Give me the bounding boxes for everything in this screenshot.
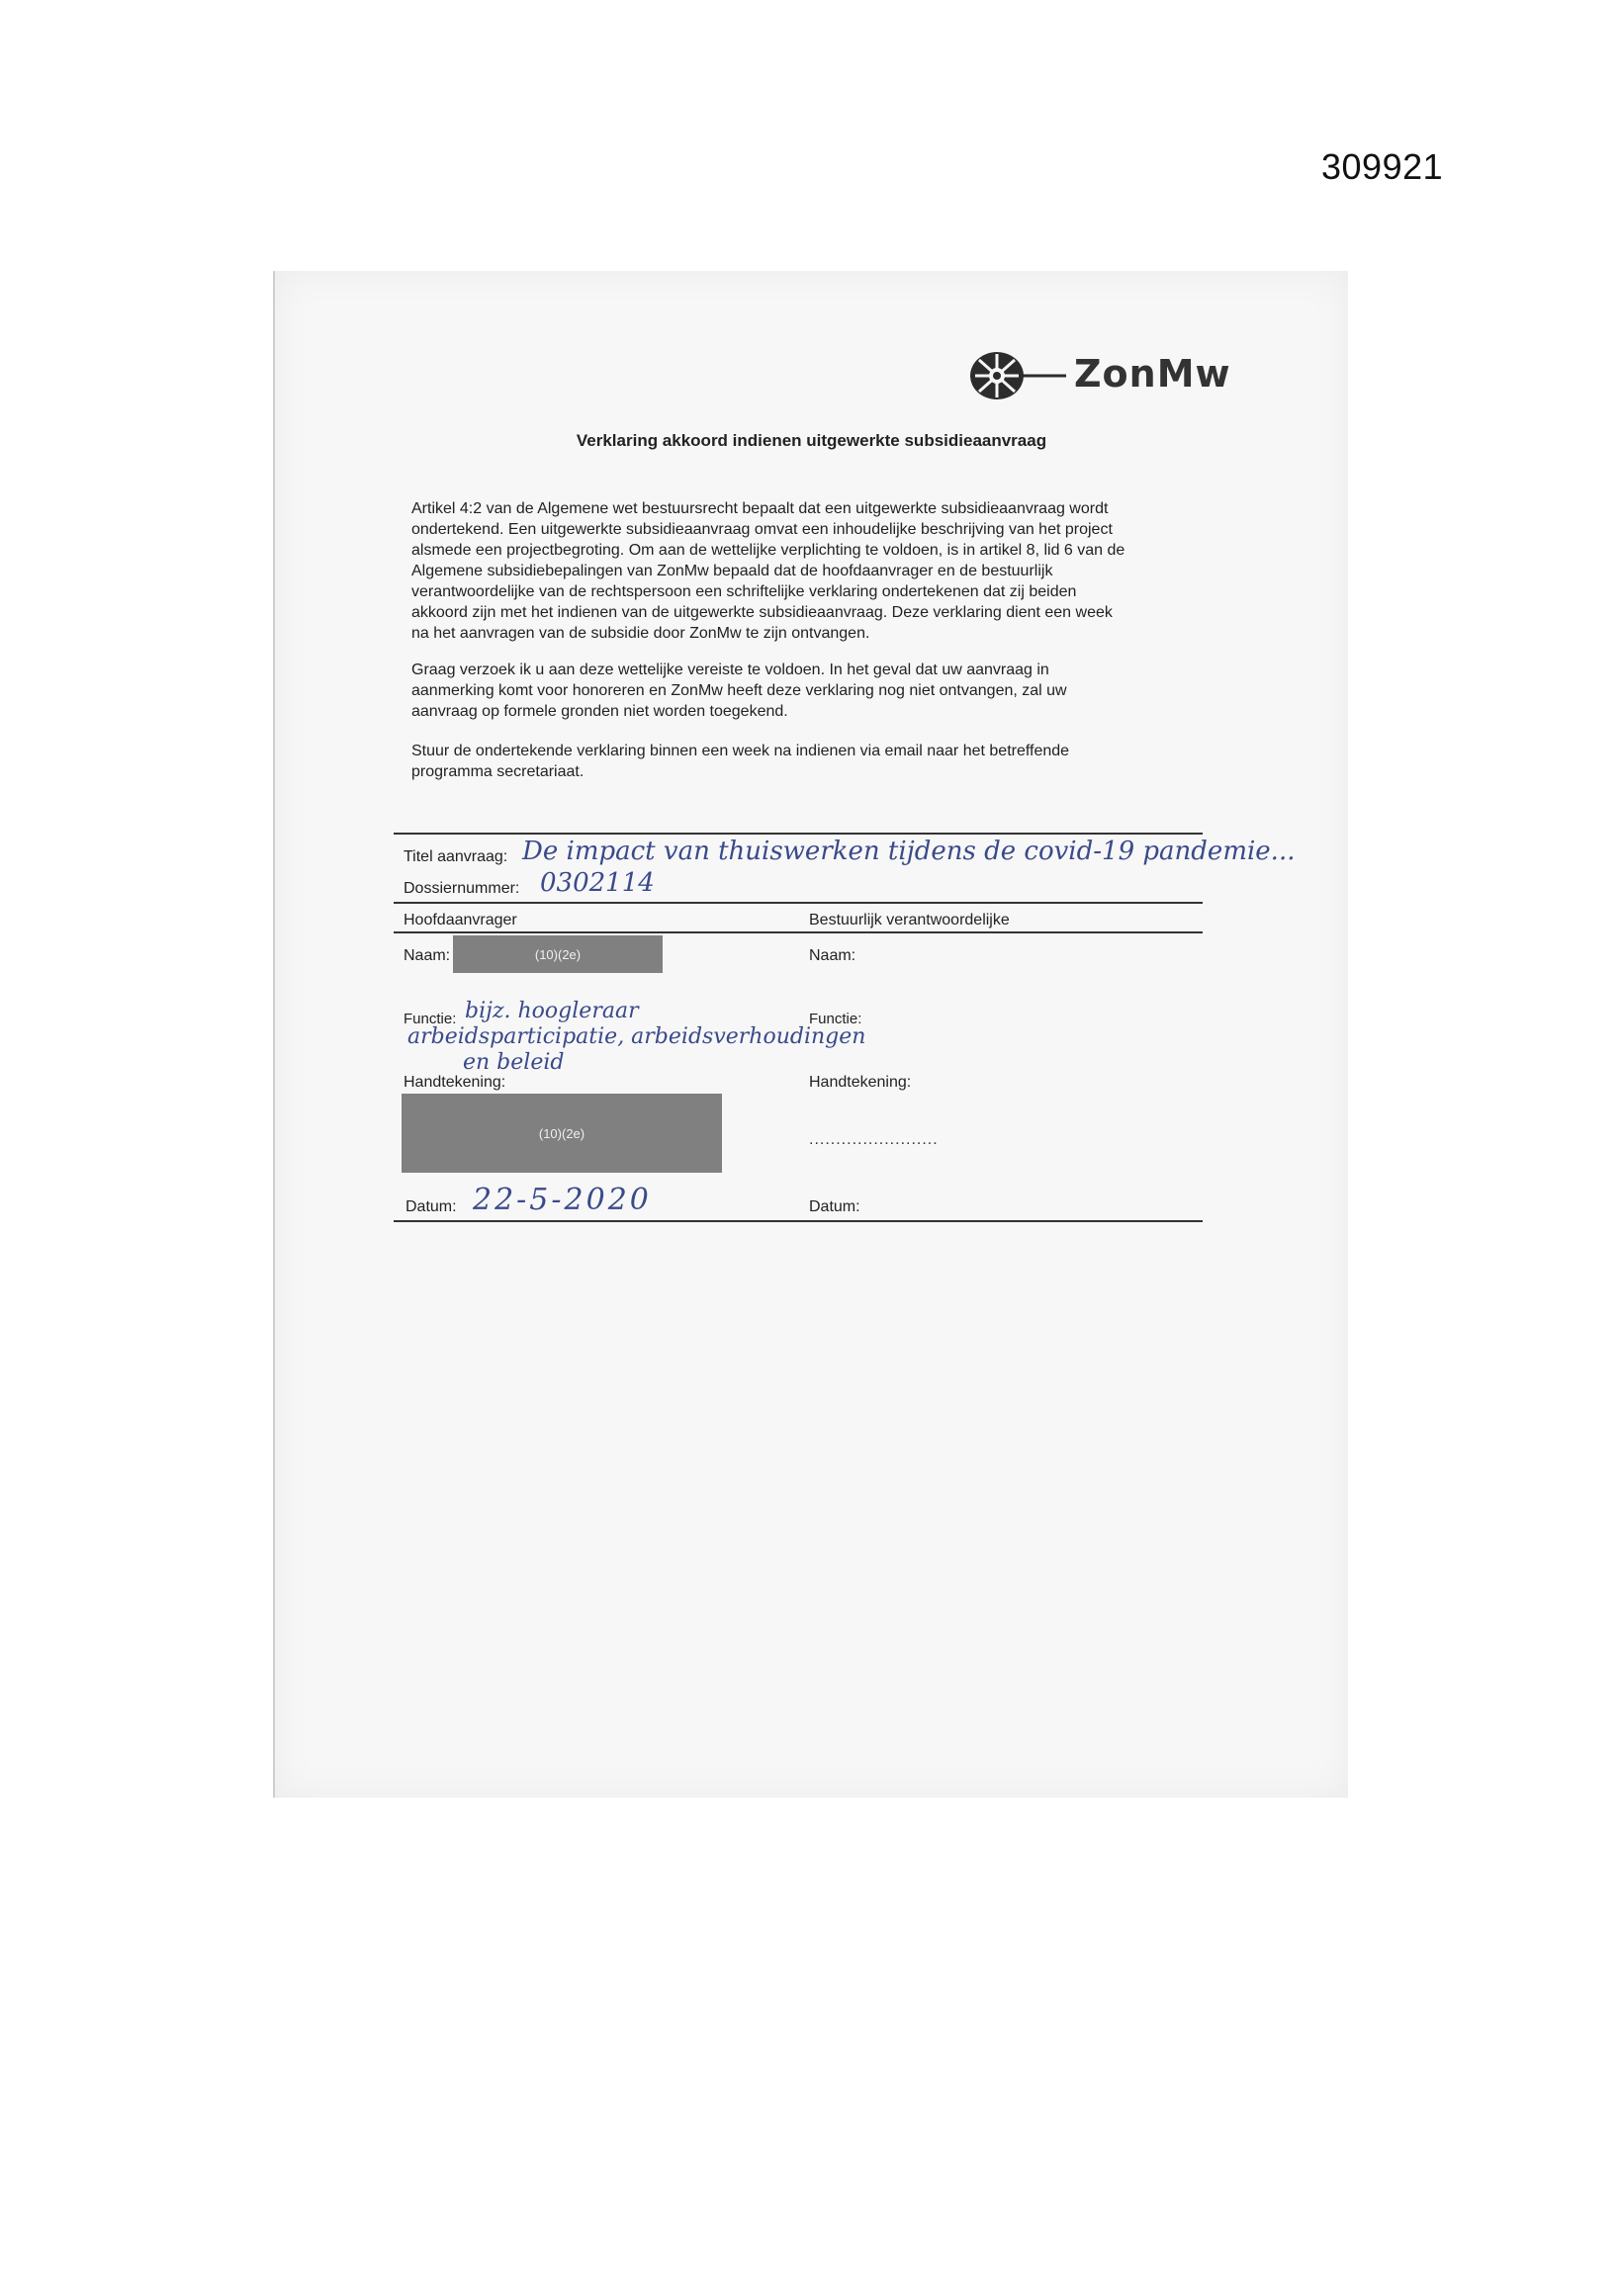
titel-label: Titel aanvraag: <box>404 848 508 865</box>
paragraph-line: aanmerking komt voor honoreren en ZonMw heeft deze verklaring nog niet ontvangen, zal uw <box>411 682 1067 699</box>
bestuurlijk-heading: Bestuurlijk verantwoordelijke <box>809 912 1010 928</box>
paragraph-line: aanvraag op formele gronden niet worden toegekend. <box>411 703 788 720</box>
naam-label-right: Naam: <box>809 947 856 964</box>
datum-value: 22-5-2020 <box>473 1183 652 1217</box>
dossier-value: 0302114 <box>540 868 655 898</box>
paragraph-line: Algemene subsidiebepalingen van ZonMw bepaald dat de hoofdaanvrager en de bestuurlijk <box>411 563 1053 579</box>
functie-value-line-3: en beleid <box>463 1050 565 1075</box>
datum-label-left: Datum: <box>405 1198 457 1215</box>
naam-label-left: Naam: <box>404 947 451 964</box>
functie-value-line-2: arbeidsparticipatie, arbeidsverhoudingen <box>407 1024 866 1049</box>
paragraph-1 <box>411 498 1222 644</box>
paragraph-line: alsmede een projectbegroting. Om aan de wettelijke verplichting te voldoen, is in artikel 8, lid 6 van de <box>411 542 1125 559</box>
form-bottom-rule <box>394 1220 1203 1222</box>
scanned-form <box>273 271 1348 1798</box>
document-number: 309921 <box>1321 146 1444 187</box>
form-top-rule <box>394 833 1203 835</box>
form-title: Verklaring akkoord indienen uitgewerkte subsidieaanvraag <box>576 431 1047 450</box>
signature-line-right: ........................ <box>809 1131 939 1148</box>
functie-label-right: Functie: <box>809 1011 862 1027</box>
paragraph-line: na het aanvragen van de subsidie door ZonMw te zijn ontvangen. <box>411 625 870 642</box>
functie-label-left: Functie: <box>404 1011 457 1027</box>
titel-value: De impact van thuiswerken tijdens de covid-19 pandemie... <box>522 837 1296 866</box>
paragraph-line: Stuur de ondertekende verklaring binnen een week na indienen via email naar het betreffende <box>411 743 1070 759</box>
paragraph-3 <box>411 741 1222 782</box>
paragraph-line: akkoord zijn met het indienen van de uitgewerkte subsidieaanvraag. Deze verklaring dient een week <box>411 604 1113 621</box>
redacted-signature: (10)(2e) <box>402 1094 722 1173</box>
hoofdaanvrager-heading: Hoofdaanvrager <box>404 912 517 928</box>
redacted-name: (10)(2e) <box>453 935 663 973</box>
heading-rule <box>394 931 1203 933</box>
functie-value-line-1: bijz. hoogleraar <box>465 999 639 1023</box>
handtekening-label-right: Handtekening: <box>809 1074 912 1091</box>
paragraph-line: programma secretariaat. <box>411 763 584 780</box>
paragraph-line: verantwoordelijke van de rechtspersoon een schriftelijke verklaring ondertekenen dat zij beiden <box>411 583 1077 600</box>
handtekening-label-left: Handtekening: <box>404 1074 506 1091</box>
paragraph-line: ondertekend. Een uitgewerkte subsidieaanvraag omvat een inhoudelijke beschrijving van het project <box>411 521 1113 538</box>
datum-label-right: Datum: <box>809 1198 860 1215</box>
paragraph-line: Artikel 4:2 van de Algemene wet bestuursrecht bepaalt dat een uitgewerkte subsidieaanvraag wordt <box>411 500 1109 517</box>
paragraph-2 <box>411 660 1222 722</box>
zonmw-logo-text: ZonMw <box>1074 352 1231 396</box>
paragraph-line: Graag verzoek ik u aan deze wettelijke vereiste te voldoen. In het geval dat uw aanvraag in <box>411 662 1049 678</box>
dossier-rule <box>394 902 1203 904</box>
dossier-label: Dossiernummer: <box>404 880 520 897</box>
